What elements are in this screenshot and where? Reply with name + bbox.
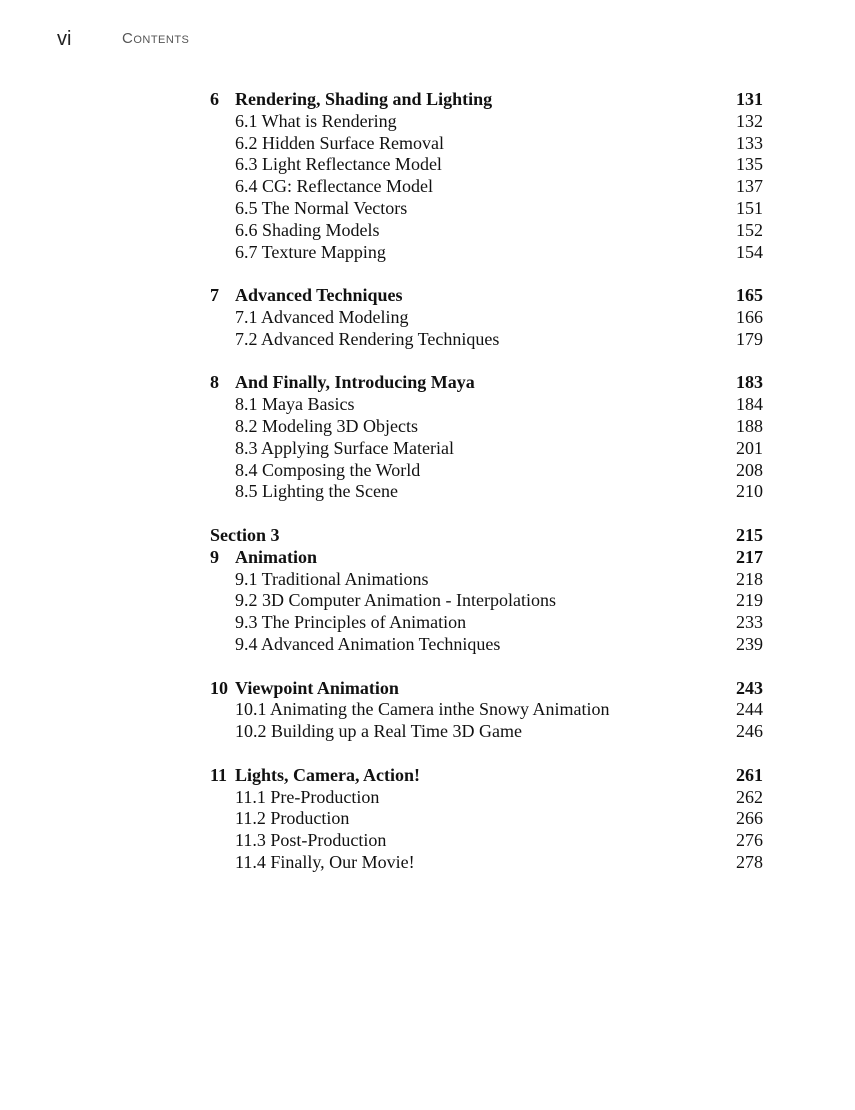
toc-subentry	[210, 242, 763, 264]
running-header: Contents	[122, 30, 190, 47]
entry-title: 6.4 CG: Reflectance Model	[235, 176, 433, 197]
entry-title: 7.1 Advanced Modeling	[235, 306, 409, 327]
toc-subentry	[210, 176, 763, 198]
toc-subentry	[210, 699, 763, 721]
entry-title: 9.3 The Principles of Animation	[235, 612, 467, 633]
entry-page: 219	[736, 590, 763, 611]
entry-page: 217	[736, 546, 763, 567]
entry-page: 151	[736, 197, 763, 218]
entry-page: 210	[736, 481, 763, 502]
spacer	[210, 351, 763, 373]
entry-title: 9.1 Traditional Animations	[235, 568, 429, 589]
toc-subentry	[210, 394, 763, 416]
entry-title: Section 3	[210, 524, 280, 545]
entry-title: Animation	[235, 546, 318, 567]
entry-page: 131	[736, 89, 763, 109]
toc-subentry	[210, 787, 763, 809]
entry-page: 137	[736, 176, 763, 197]
toc-subentry	[210, 634, 763, 656]
entry-title: 6.2 Hidden Surface Removal	[235, 132, 444, 153]
entry-page: 278	[736, 851, 763, 872]
entry-page: 183	[736, 372, 763, 393]
entry-title: 11.1 Pre-Production	[235, 786, 380, 807]
entry-title: 9.2 3D Computer Animation - Interpolations	[235, 590, 556, 611]
toc-subentry	[210, 307, 763, 329]
entry-page: 218	[736, 568, 763, 589]
entry-title: 8.1 Maya Basics	[235, 394, 355, 415]
entry-page: 262	[736, 786, 763, 807]
entry-title: 6.5 The Normal Vectors	[235, 197, 408, 218]
chapter-number: 7	[210, 285, 219, 306]
entry-page: 166	[736, 306, 763, 327]
entry-page: 135	[736, 154, 763, 175]
toc-subentry	[210, 590, 763, 612]
entry-page: 201	[736, 437, 763, 458]
entry-page: 208	[736, 459, 763, 480]
toc-subentry	[210, 808, 763, 830]
entry-title: 6.3 Light Reflectance Model	[235, 154, 442, 175]
entry-title: 6.6 Shading Models	[235, 219, 380, 240]
entry-title: 8.3 Applying Surface Material	[235, 437, 454, 458]
entry-page: 239	[736, 633, 763, 654]
entry-page: 154	[736, 241, 763, 262]
toc-chapter	[210, 285, 763, 307]
chapter-number: 10	[210, 677, 228, 698]
entry-page: 243	[736, 677, 763, 698]
entry-title: 6.1 What is Rendering	[235, 110, 397, 131]
chapter-number: 8	[210, 372, 219, 393]
spacer	[210, 263, 763, 285]
entry-title: 8.5 Lighting the Scene	[235, 481, 398, 502]
toc-subentry	[210, 460, 763, 482]
entry-title: 11.2 Production	[235, 808, 350, 829]
table-of-contents	[210, 89, 763, 874]
toc-subentry	[210, 438, 763, 460]
spacer	[210, 503, 763, 525]
toc-chapter	[210, 547, 763, 569]
entry-title: 7.2 Advanced Rendering Techniques	[235, 328, 500, 349]
toc-subentry	[210, 830, 763, 852]
toc-subentry	[210, 416, 763, 438]
entry-title: 8.4 Composing the World	[235, 459, 421, 480]
entry-page: 188	[736, 415, 763, 436]
entry-page: 233	[736, 612, 763, 633]
entry-title: And Finally, Introducing Maya	[235, 372, 475, 393]
toc-subentry	[210, 220, 763, 242]
entry-title: 8.2 Modeling 3D Objects	[235, 415, 418, 436]
entry-page: 266	[736, 808, 763, 829]
entry-title: Viewpoint Animation	[235, 677, 399, 698]
spacer	[210, 656, 763, 678]
entry-title: 11.3 Post-Production	[235, 830, 387, 851]
page-number: vi	[57, 28, 72, 50]
toc-subentry	[210, 154, 763, 176]
toc-subentry	[210, 133, 763, 155]
entry-page: 261	[736, 764, 763, 785]
entry-page: 179	[736, 328, 763, 349]
chapter-number: 6	[210, 89, 219, 109]
entry-page: 165	[736, 285, 763, 306]
toc-chapter	[210, 89, 763, 111]
chapter-number: 11	[210, 764, 228, 785]
toc-subentry	[210, 612, 763, 634]
entry-title: 9.4 Advanced Animation Techniques	[235, 633, 501, 654]
toc-section	[210, 525, 763, 547]
toc-subentry	[210, 721, 763, 743]
toc-subentry	[210, 198, 763, 220]
entry-page: 246	[736, 721, 763, 742]
toc-subentry	[210, 481, 763, 503]
toc-subentry	[210, 329, 763, 351]
toc-subentry	[210, 852, 763, 874]
entry-page: 133	[736, 132, 763, 153]
entry-page: 215	[736, 524, 763, 545]
toc-chapter	[210, 372, 763, 394]
entry-page: 184	[736, 394, 763, 415]
entry-page: 152	[736, 219, 763, 240]
entry-title: Lights, Camera, Action!	[235, 764, 420, 785]
toc-subentry	[210, 569, 763, 591]
spacer	[210, 743, 763, 765]
entry-page: 132	[736, 110, 763, 131]
entry-page: 244	[736, 699, 763, 720]
toc-subentry	[210, 111, 763, 133]
entry-title: Rendering, Shading and Lighting	[235, 89, 493, 109]
entry-title: 10.1 Animating the Camera inthe Snowy Animation	[235, 699, 610, 720]
toc-chapter	[210, 678, 763, 700]
entry-title: Advanced Techniques	[235, 285, 403, 306]
entry-title: 10.2 Building up a Real Time 3D Game	[235, 721, 522, 742]
chapter-number: 9	[210, 546, 219, 567]
entry-title: 6.7 Texture Mapping	[235, 241, 386, 262]
entry-page: 276	[736, 830, 763, 851]
toc-chapter	[210, 765, 763, 787]
entry-title: 11.4 Finally, Our Movie!	[235, 851, 415, 872]
